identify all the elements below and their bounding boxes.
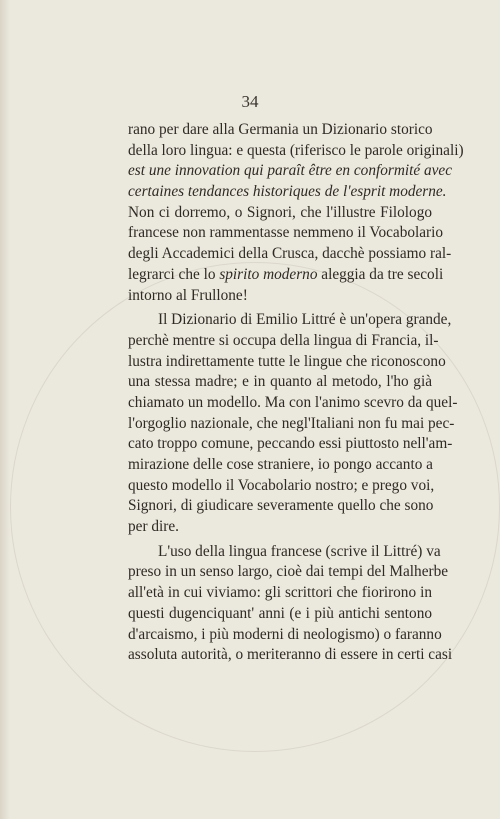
text-run: perchè mentre si occupa della lingua di Francia, il- <box>128 331 439 349</box>
text-run: assoluta autorità, o meriteranno di essere in certi casi <box>128 646 453 664</box>
text-line <box>128 393 458 414</box>
text-line <box>128 265 444 286</box>
text-line <box>128 310 452 331</box>
text-run: d'arcaismo, i più moderni di neologismo) o faranno <box>128 625 442 643</box>
text-line <box>128 604 432 625</box>
text-run: Il Dizionario di Emilio Littré è un'opera grande, <box>158 311 452 329</box>
text-line <box>128 645 453 666</box>
page-number: 34 <box>241 92 259 111</box>
text-run: L'uso della lingua francese (scrive il Littré) va <box>158 542 441 560</box>
text-run: rano per dare alla Germania un Dizionario storico <box>128 121 433 138</box>
text-run: mirazione delle cose straniere, io pongo accanto a <box>128 456 433 473</box>
text-run: degli Accademici della Crusca, dacchè possiamo ral- <box>128 245 452 263</box>
text-line <box>128 182 447 203</box>
text-line <box>128 562 449 583</box>
text-line <box>128 244 452 265</box>
text-run: all'età in cui viviamo: gli scrittori che fiorirono in <box>128 584 432 602</box>
text-line <box>128 352 446 373</box>
text-line <box>128 203 432 224</box>
text-line <box>128 625 442 646</box>
italic-text: spirito moderno <box>219 265 318 283</box>
text-run: cato troppo comune, peccando essi piuttosto nell'am- <box>128 435 453 453</box>
text-run: Non ci dorremo, o Signori, che l'illustre Filologo <box>128 203 432 221</box>
text-run: questi dugenciquant' anni (e i più antichi sentono <box>128 604 432 622</box>
text-run: lustra indirettamente tutte le lingue che riconoscono <box>128 352 446 370</box>
text-line <box>128 583 432 604</box>
text-line <box>128 434 453 455</box>
paragraph <box>128 542 453 666</box>
text-line <box>128 414 455 435</box>
text-line <box>128 542 441 563</box>
text-line <box>128 141 464 162</box>
page-binding-shadow <box>0 0 10 819</box>
text-line <box>128 161 452 182</box>
italic-text: certaines tendances historiques de l'esprit moderne. <box>128 183 447 201</box>
paragraph <box>128 120 464 306</box>
text-line <box>128 223 444 244</box>
text-run: una stessa madre; e in quanto al metodo, l'ho già <box>128 373 432 391</box>
text-line <box>128 496 432 517</box>
text-run: Signori, di giudicare severamente quello che sono <box>128 497 434 515</box>
text-line <box>128 476 435 497</box>
paragraph <box>128 310 458 538</box>
text-line <box>128 120 432 141</box>
text-line <box>128 331 439 352</box>
text-line <box>128 286 432 307</box>
text-run: l'orgoglio nazionale, che negl'Italiani non fu mai pec- <box>128 414 455 432</box>
text-run: aleggia da tre secoli <box>317 265 444 283</box>
text-line <box>128 455 432 476</box>
text-run: chiamato un modello. Ma con l'animo scevro da quel- <box>128 393 458 411</box>
italic-text: est une innovation qui paraît être en conformité avec <box>128 162 452 180</box>
text-line <box>128 372 432 393</box>
text-run: legrarci che lo <box>128 265 220 283</box>
text-run: questo modello il Vocabolario nostro; e prego voi, <box>128 476 435 494</box>
text-run: per dire. <box>128 518 179 536</box>
text-run: francese non rammentasse nemmeno il Vocabolario <box>128 224 444 242</box>
body-text <box>128 120 464 666</box>
text-line <box>128 517 432 538</box>
text-run: intorno al Frullone! <box>128 286 248 304</box>
text-run: preso in un senso largo, cioè dai tempi del Malherbe <box>128 563 449 581</box>
text-run: della loro lingua: e questa (riferisco le parole originali) <box>128 141 464 159</box>
